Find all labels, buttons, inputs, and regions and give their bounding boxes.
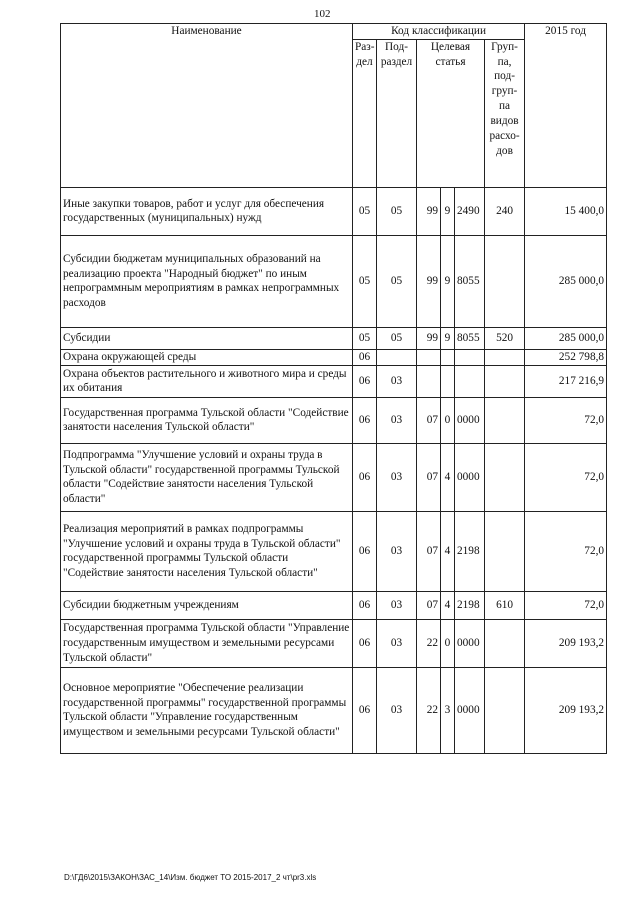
row-direction-code: 2198 [455,511,485,591]
header-expense-group: Груп- па, под- груп- па видов расхо- дов [485,39,525,187]
row-amount: 285 000,0 [525,327,607,349]
table-row [61,667,607,753]
row-section: 05 [353,235,377,327]
row-subprogram: 9 [441,235,455,327]
row-subsection: 05 [377,187,417,235]
row-program: 07 [417,443,441,511]
row-program: 99 [417,327,441,349]
row-section: 05 [353,187,377,235]
row-direction-code: 0000 [455,667,485,753]
row-direction-code: 2490 [455,187,485,235]
row-subsection: 03 [377,619,417,667]
row-subsection [377,349,417,365]
row-expense-group: 240 [485,187,525,235]
row-subprogram: 3 [441,667,455,753]
row-amount: 72,0 [525,511,607,591]
row-section: 06 [353,397,377,443]
row-section: 06 [353,443,377,511]
row-program: 99 [417,235,441,327]
table-row [61,365,607,397]
row-name: Основное мероприятие "Обеспечение реализации государственной программы" государственной программы Тульской области "Управление государственным имуществом и земельными ресурсами Тульской области" [61,667,353,753]
row-section: 05 [353,327,377,349]
row-subsection: 03 [377,365,417,397]
header-row-top [61,24,607,40]
row-program: 99 [417,187,441,235]
row-name: Реализация мероприятий в рамках подпрограммы "Улучшение условий и охраны труда в Тульской области" государственной программы Тульской области "Содействие занятости населения Тульской области" [61,511,353,591]
row-program: 07 [417,397,441,443]
row-amount: 217 216,9 [525,365,607,397]
row-name: Охрана объектов растительного и животного мира и среды их обитания [61,365,353,397]
row-amount: 72,0 [525,591,607,619]
header-subsection: Под- раздел [377,39,417,187]
row-subsection: 03 [377,397,417,443]
row-subprogram: 0 [441,619,455,667]
page-number: 102 [314,8,331,20]
row-name: Субсидии бюджетным учреждениям [61,591,353,619]
row-name: Государственная программа Тульской области "Управление государственным имуществом и земельными ресурсами Тульской области" [61,619,353,667]
budget-table [60,23,607,754]
row-name: Субсидии [61,327,353,349]
header-target-item: Целевая статья [417,39,485,187]
row-expense-group [485,349,525,365]
table-row [61,591,607,619]
row-expense-group: 520 [485,327,525,349]
header-name: Наименование [61,24,353,188]
table-row [61,397,607,443]
row-amount: 209 193,2 [525,619,607,667]
row-program [417,349,441,365]
row-expense-group [485,365,525,397]
row-program: 07 [417,591,441,619]
row-expense-group [485,397,525,443]
row-subprogram [441,349,455,365]
table-row [61,349,607,365]
row-subsection: 05 [377,327,417,349]
row-subsection: 03 [377,511,417,591]
row-amount: 15 400,0 [525,187,607,235]
row-direction-code [455,365,485,397]
row-expense-group [485,511,525,591]
row-direction-code: 0000 [455,443,485,511]
header-section: Раз- дел [353,39,377,187]
table-row [61,511,607,591]
row-section: 06 [353,619,377,667]
table-row [61,619,607,667]
row-amount: 285 000,0 [525,235,607,327]
row-program: 07 [417,511,441,591]
row-expense-group [485,235,525,327]
row-section: 06 [353,349,377,365]
row-subsection: 05 [377,235,417,327]
row-subsection: 03 [377,443,417,511]
table-row [61,327,607,349]
row-direction-code: 0000 [455,619,485,667]
row-direction-code [455,349,485,365]
row-subsection: 03 [377,591,417,619]
table-row [61,443,607,511]
row-name: Субсидии бюджетам муниципальных образований на реализацию проекта "Народный бюджет" по иным непрограммным мероприятиям в рамках непрограммных расходов [61,235,353,327]
row-subprogram: 4 [441,443,455,511]
row-direction-code: 2198 [455,591,485,619]
row-name: Подпрограмма "Улучшение условий и охраны труда в Тульской области" государственной программы Тульской области "Содействие занятости населения Тульской области" [61,443,353,511]
table-body [61,187,607,753]
row-section: 06 [353,365,377,397]
row-amount: 72,0 [525,397,607,443]
row-subprogram: 4 [441,591,455,619]
row-amount: 72,0 [525,443,607,511]
row-amount: 252 798,8 [525,349,607,365]
row-subprogram: 0 [441,397,455,443]
row-section: 06 [353,511,377,591]
row-expense-group: 610 [485,591,525,619]
header-code-group: Код классификации [353,24,525,40]
row-section: 06 [353,591,377,619]
row-amount: 209 193,2 [525,667,607,753]
row-name: Иные закупки товаров, работ и услуг для обеспечения государственных (муниципальных) нужд [61,187,353,235]
header-year: 2015 год [525,24,607,188]
row-program: 22 [417,667,441,753]
row-section: 06 [353,667,377,753]
row-program: 22 [417,619,441,667]
row-direction-code: 0000 [455,397,485,443]
row-direction-code: 8055 [455,235,485,327]
file-path-footer: D:\ГД6\2015\ЗАКОН\ЗАС_14\Изм. бюджет ТО 2015-2017_2 чт\pr3.xls [64,873,317,882]
row-expense-group [485,619,525,667]
table-row [61,235,607,327]
row-subprogram: 9 [441,327,455,349]
table-row [61,187,607,235]
row-expense-group [485,667,525,753]
row-subprogram [441,365,455,397]
row-name: Государственная программа Тульской области "Содействие занятости населения Тульской области" [61,397,353,443]
row-name: Охрана окружающей среды [61,349,353,365]
row-expense-group [485,443,525,511]
row-direction-code: 8055 [455,327,485,349]
row-subsection: 03 [377,667,417,753]
row-program [417,365,441,397]
row-subprogram: 9 [441,187,455,235]
row-subprogram: 4 [441,511,455,591]
